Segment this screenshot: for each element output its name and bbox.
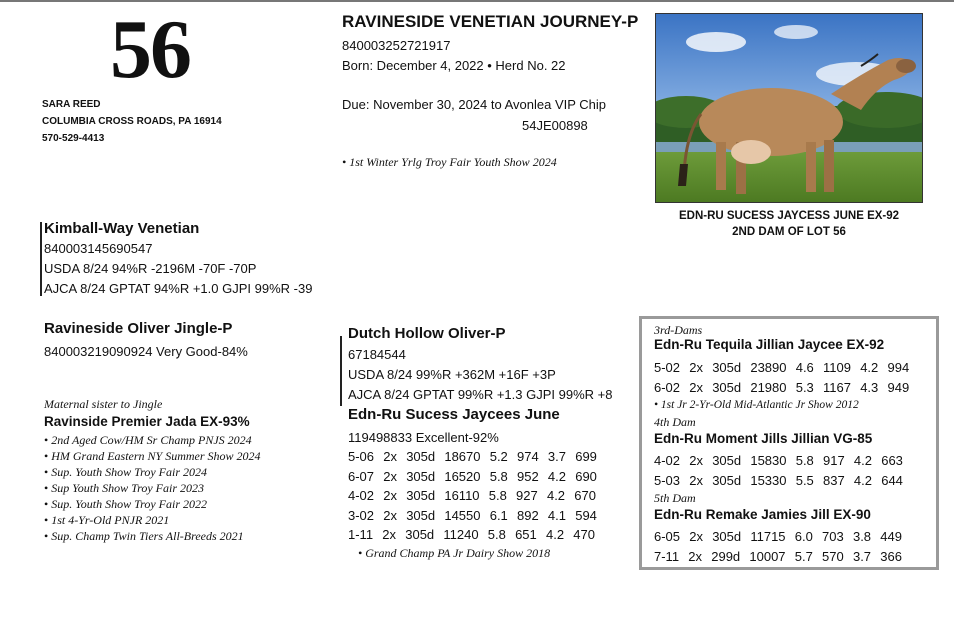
- owner-name: SARA REED: [42, 99, 101, 110]
- sire-bracket: [40, 222, 42, 296]
- list-item: • Sup Youth Show Troy Fair 2023: [44, 480, 261, 496]
- animal-id: 840003252721917: [342, 38, 451, 53]
- dam-name: Ravineside Oliver Jingle-P: [44, 320, 233, 337]
- third-dam-award: • 1st Jr 2-Yr-Old Mid-Atlantic Jr Show 2012: [654, 399, 859, 411]
- dam-sire-name: Dutch Hollow Oliver-P: [348, 325, 506, 342]
- cow-photo: [655, 13, 923, 203]
- dam-sire-id: 67184544: [348, 347, 406, 362]
- record-row: 3-02 2x 305d 14550 6.1 892 4.1 594: [348, 507, 597, 523]
- record-row: 6-07 2x 305d 16520 5.8 952 4.2 690: [348, 468, 597, 484]
- list-item: • Sup. Champ Twin Tiers All-Breeds 2021: [44, 528, 261, 544]
- record-row: 1-11 2x 305d 11240 5.8 651 4.2 470: [348, 527, 595, 542]
- list-item: • 1st 4-Yr-Old PNJR 2021: [44, 512, 261, 528]
- born-line: Born: December 4, 2022 • Herd No. 22: [342, 58, 566, 73]
- cow-photo-icon: [656, 14, 922, 202]
- maternal-sister-awards: [44, 432, 261, 544]
- sire-name: Kimball-Way Venetian: [44, 220, 200, 237]
- list-item: • HM Grand Eastern NY Summer Show 2024: [44, 448, 261, 464]
- sire-ajca: AJCA 8/24 GPTAT 94%R +1.0 GJPI 99%R -39: [44, 281, 313, 296]
- animal-award: • 1st Winter Yrlg Troy Fair Youth Show 2024: [342, 155, 557, 169]
- record-row: 5-06 2x 305d 18670 5.2 974 3.7 699: [348, 449, 597, 464]
- bullet-icon: •: [358, 546, 366, 560]
- second-dam-records: [348, 447, 597, 545]
- bullet-icon: •: [654, 399, 661, 411]
- second-dam-id: 119498833 Excellent-92%: [348, 430, 499, 445]
- record-row: 5-02 2x 305d 23890 4.6 1109 4.2 994: [654, 360, 910, 375]
- dam-id: 840003219090924 Very Good-84%: [44, 344, 248, 359]
- record-row: 4-02 2x 305d 15830 5.8 917 4.2 663: [654, 453, 903, 468]
- fourth-dam-label: 4th Dam: [654, 415, 696, 429]
- caption-line-2: 2ND DAM OF LOT 56: [732, 226, 846, 238]
- sire-usda: USDA 8/24 94%R -2196M -70F -70P: [44, 261, 257, 276]
- fifth-dam-label: 5th Dam: [654, 491, 696, 505]
- maternal-sister-label: Maternal sister to Jingle: [44, 397, 163, 411]
- list-item: • Sup. Youth Show Troy Fair 2022: [44, 496, 261, 512]
- record-row: 6-02 2x 305d 21980 5.3 1167 4.3 949: [654, 380, 910, 395]
- caption-line-1: EDN-RU SUCESS JAYCESS JUNE EX-92: [678, 210, 900, 222]
- list-item: • 2nd Aged Cow/HM Sr Champ PNJS 2024: [44, 432, 261, 448]
- bullet-icon: •: [342, 155, 350, 169]
- third-dam-label: 3rd-Dams: [654, 323, 703, 337]
- record-row: 6-05 2x 305d 11715 6.0 703 3.8 449: [654, 529, 902, 544]
- second-dam-name: Edn-Ru Sucess Jaycees June: [348, 406, 560, 423]
- list-item: • Sup. Youth Show Troy Fair 2024: [44, 464, 261, 480]
- fifth-dam-name: Edn-Ru Remake Jamies Jill EX-90: [654, 507, 871, 522]
- record-row: 7-11 2x 299d 10007 5.7 570 3.7 366: [654, 549, 902, 564]
- owner-address: COLUMBIA CROSS ROADS, PA 16914: [42, 116, 222, 127]
- owner-block: [42, 96, 222, 147]
- sire-id: 840003145690547: [44, 241, 153, 256]
- due-line: Due: November 30, 2024 to Avonlea VIP Chip: [342, 97, 607, 112]
- record-row: 4-02 2x 305d 16110 5.8 927 4.2 670: [348, 488, 596, 503]
- dam-sire-ajca: AJCA 8/24 GPTAT 99%R +1.3 GJPI 99%R +8: [348, 387, 613, 402]
- animal-name: RAVINESIDE VENETIAN JOURNEY-P: [342, 12, 639, 31]
- lot-number: 56: [110, 3, 190, 96]
- record-row: 5-03 2x 305d 15330 5.5 837 4.2 644: [654, 473, 903, 488]
- fourth-dam-name: Edn-Ru Moment Jills Jillian VG-85: [654, 431, 873, 446]
- dams-box: [639, 316, 939, 570]
- maternal-sister-name: Ravinside Premier Jada EX-93%: [44, 414, 250, 429]
- due-code: 54JE00898: [522, 118, 588, 133]
- dam-sire-usda: USDA 8/24 99%R +362M +16F +3P: [348, 367, 556, 382]
- dam-sire-bracket: [340, 336, 342, 406]
- second-dam-award: • Grand Champ PA Jr Dairy Show 2018: [358, 546, 551, 560]
- photo-caption: [655, 208, 923, 240]
- third-dam-name: Edn-Ru Tequila Jillian Jaycee EX-92: [654, 337, 885, 352]
- owner-phone: 570-529-4413: [42, 133, 105, 144]
